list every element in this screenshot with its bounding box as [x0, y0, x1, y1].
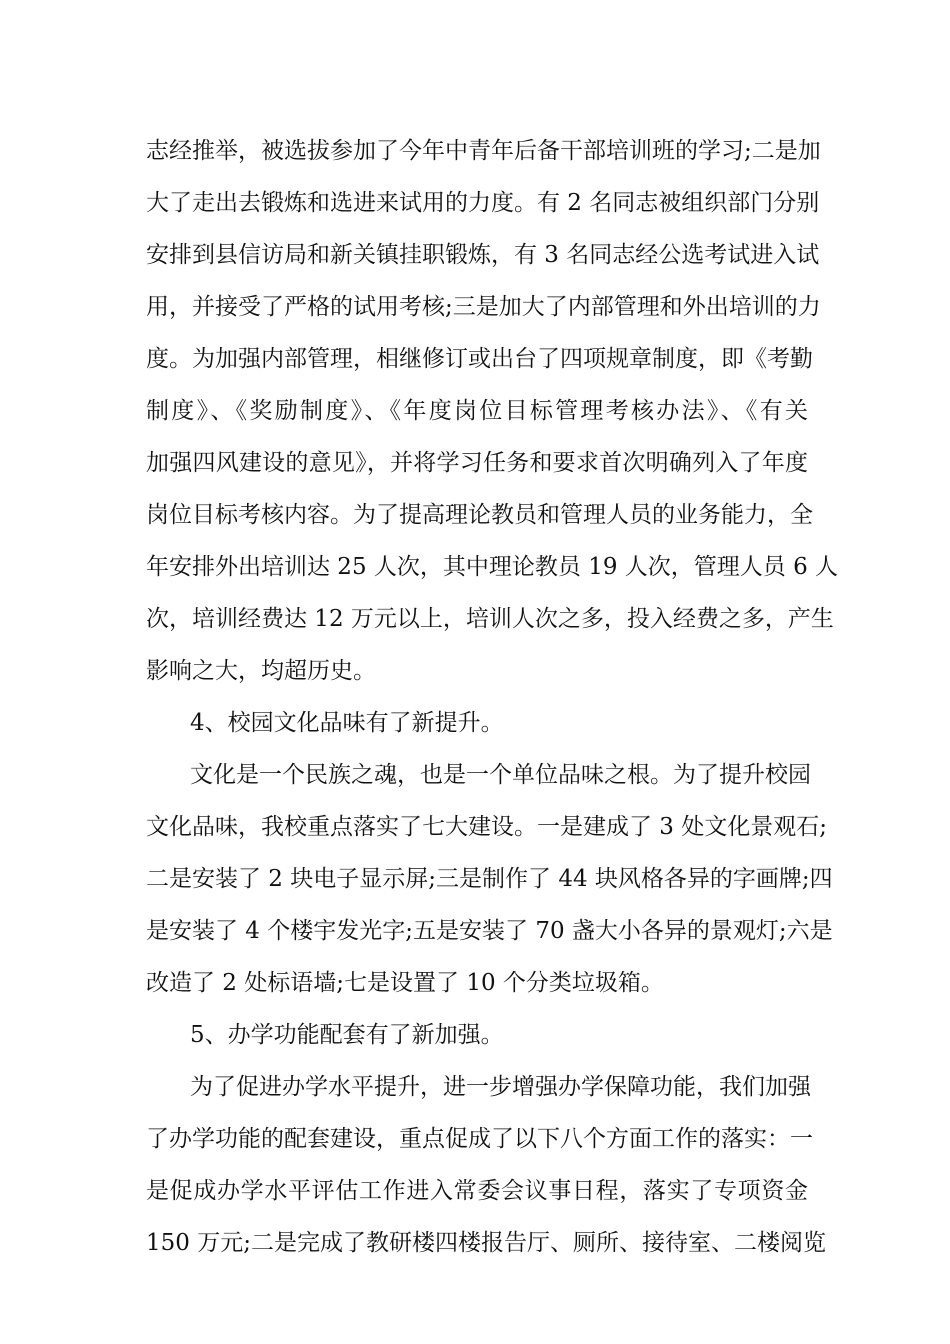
text-line: 二是安装了 2 块电子显示屏;三是制作了 44 块风格各异的字画牌;四 — [146, 866, 833, 892]
text-line: 文化品味，我校重点落实了七大建设。一是建成了 3 处文化景观石; — [146, 814, 828, 840]
section-heading: 5、办学功能配套有了新加强。 — [190, 1022, 504, 1048]
text-line: 志经推举，被选拔参加了今年中青年后备干部培训班的学习;二是加 — [146, 138, 821, 164]
text-line: 大了走出去锻炼和选进来试用的力度。有 2 名同志被组织部门分别 — [146, 190, 820, 216]
text-line: 次，培训经费达 12 万元以上，培训人次之多，投入经费之多，产生 — [146, 606, 834, 632]
text-line: 度。为加强内部管理，相继修订或出台了四项规章制度，即《考勤 — [146, 346, 813, 372]
text-line: 加强四风建设的意见》，并将学习任务和要求首次明确列入了年度 — [146, 450, 808, 476]
text-line: 影响之大，均超历史。 — [146, 658, 376, 684]
text-line: 文化是一个民族之魂，也是一个单位品味之根。为了提升校园 — [190, 762, 811, 788]
text-line: 用，并接受了严格的试用考核;三是加大了内部管理和外出培训的力 — [146, 294, 821, 320]
text-line: 年安排外出培训达 25 人次，其中理论教员 19 人次，管理人员 6 人 — [146, 554, 839, 580]
text-line: 制度》、《奖励制度》、《年度岗位目标管理考核办法》、《有关 — [146, 398, 808, 424]
text-line: 150 万元;二是完成了教研楼四楼报告厅、厕所、接待室、二楼阅览 — [146, 1230, 826, 1256]
text-line: 安排到县信访局和新关镇挂职锻炼，有 3 名同志经公选考试进入试 — [146, 242, 820, 268]
text-line: 为了促进办学水平提升，进一步增强办学保障功能，我们加强 — [190, 1074, 811, 1100]
section-heading: 4、校园文化品味有了新提升。 — [190, 710, 504, 736]
text-line: 是促成办学水平评估工作进入常委会议事日程，落实了专项资金 — [146, 1178, 808, 1204]
text-line: 是安装了 4 个楼宇发光字;五是安装了 70 盏大小各异的景观灯;六是 — [146, 918, 833, 944]
text-line: 岗位目标考核内容。为了提高理论教员和管理人员的业务能力，全 — [146, 502, 813, 528]
text-line: 了办学功能的配套建设，重点促成了以下八个方面工作的落实：一 — [146, 1126, 813, 1152]
text-line: 改造了 2 处标语墙;七是设置了 10 个分类垃圾箱。 — [146, 970, 664, 996]
